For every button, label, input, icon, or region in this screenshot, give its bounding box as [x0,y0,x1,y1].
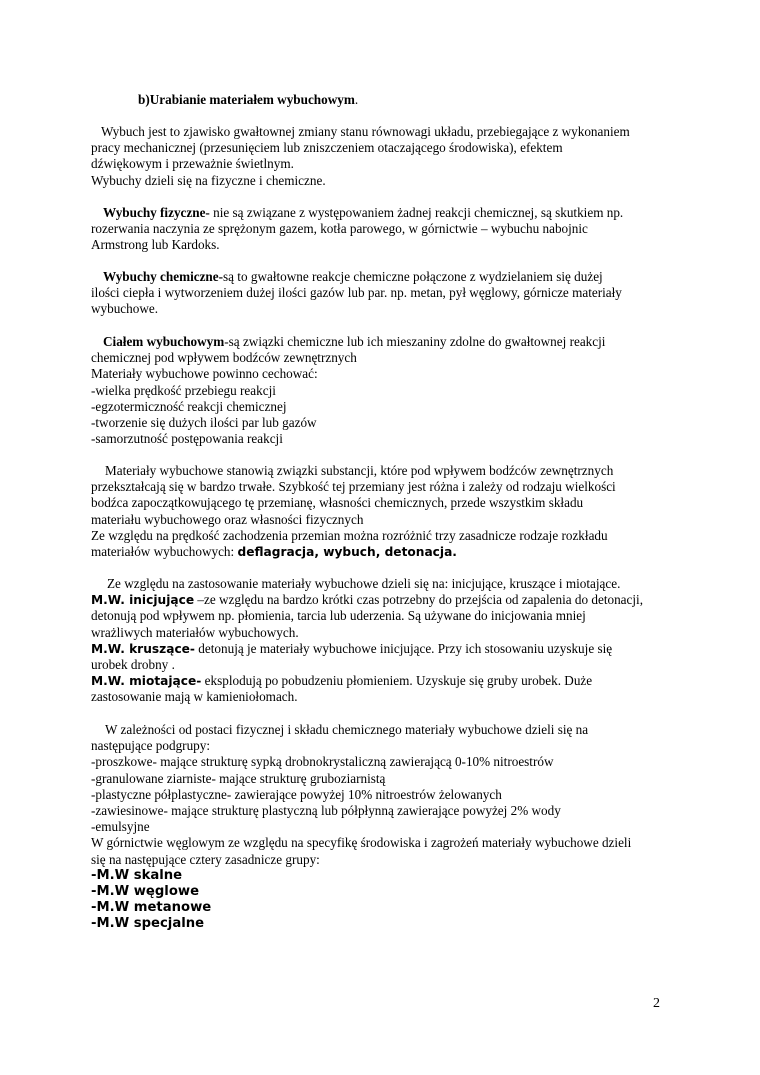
text-line [91,269,681,285]
paragraph-chemical-explosions [91,269,681,318]
text-span: nie są związane z występowaniem żadnej reakcji chemicznej, są skutkiem np. [209,205,624,220]
text-line: Materiały wybuchowe powinno cechować: [91,366,318,382]
text-span: materiałów wybuchowych: [91,544,238,560]
paragraph-explosive-body [91,334,681,447]
text-line: wybuchowe. [91,301,159,317]
text-line [91,334,681,350]
list-item: -granulowane ziarniste- mające strukturę gruboziarnistą [91,770,386,786]
text-line: przekształcają się w bardzo trwałe. Szybkość tej przemiany jest różna i zależy od rodzaju wielkości [91,479,616,495]
text-line: się na następujące cztery zasadnicze grupy: [91,851,320,867]
term-explosive-body: Ciałem wybuchowym [103,334,225,349]
text-line: dźwiękowym i przeważnie świetlnym. [91,156,294,172]
text-span: -są związki chemiczne lub ich mieszaniny zdolne do gwałtownej reakcji [224,334,606,349]
section-title-text: b)Urabianie materiałem wybuchowym [138,92,355,107]
text-span: są to gwałtowne reakcje chemiczne połączone z wydzielaniem się dużej [223,269,603,284]
paragraph-application-types [91,576,681,706]
page-number: 2 [653,996,660,1011]
paragraph-explosion-definition [91,124,681,189]
group-item: -M.W skalne [91,867,183,883]
paragraph-physical-explosions [91,205,681,254]
text-line: chemicznej pod wpływem bodźców zewnętrznych [91,350,357,366]
list-item: -plastyczne półplastyczne- zawierające powyżej 10% nitroestrów żelowanych [91,786,502,802]
text-line: urobek drobny . [91,657,175,673]
text-line: Materiały wybuchowe stanowią związki substancji, które pod wpływem bodźców zewnętrznych [105,463,614,478]
text-line: materiału wybuchowego oraz własności fizycznych [91,511,364,527]
list-item: -wielka prędkość przebiegu reakcji [91,382,276,398]
text-line [91,592,681,608]
term-propellant: M.W. miotające- [91,674,202,689]
term-chemical-explosions: Wybuchy chemiczne- [103,269,224,284]
list-item: -proszkowe- mające strukturę sypką drobnokrystaliczną zawierającą 0-10% nitroestrów [91,754,554,770]
list-item: -tworzenie się dużych ilości par lub gazów [91,415,317,431]
group-item: -M.W węglowe [91,884,200,900]
text-line: zastosowanie mają w kamieniołomach. [91,689,298,705]
group-item: -M.W specjalne [91,916,205,932]
term-physical-explosions: Wybuchy fizyczne- [103,205,210,220]
group-item: -M.W metanowe [91,900,212,916]
text-line [91,673,681,689]
text-line [91,205,681,221]
text-span: detonują je materiały wybuchowe inicjujące. Przy ich stosowaniu uzyskuje się [195,640,613,656]
paragraph-subgroups [91,722,681,933]
list-item: -emulsyjne [91,819,150,835]
text-line: Wybuchy dzieli się na fizyczne i chemiczne. [91,172,326,188]
list-item: -zawiesinowe- mające strukturę plastyczną lub półpłynną zawierające powyżej 2% wody [91,803,561,819]
text-line: W zależności od postaci fizycznej i składu chemicznego materiały wybuchowe dzieli się na [105,722,589,737]
list-item: -egzotermiczność reakcji chemicznej [91,398,287,414]
section-title [138,92,358,108]
text-line: Ze względu na zastosowanie materiały wybuchowe dzieli się na: inicjujące, kruszące i miotające. [107,576,621,591]
section-title-suffix: . [354,92,359,107]
text-line: rozerwania naczynia ze sprężonym gazem, kotła parowego, w górnictwie – wybuchu nabojnic [91,221,588,237]
term-initiating: M.W. inicjujące [91,593,195,608]
text-line [91,641,681,657]
text-line: Ze względu na prędkość zachodzenia przemian można rozróżnić trzy zasadnicze rodzaje rozkładu [91,527,608,543]
term-decomposition-types: deflagracja, wybuch, detonacja. [237,545,457,560]
text-line: wrażliwych materiałów wybuchowych. [91,624,299,640]
text-line: pracy mechanicznej (przesunięciem lub zniszczeniem otaczającego środowiska), efektem [91,140,563,156]
text-span: –ze względu na bardzo krótki czas potrzebny do przejścia od zapalenia do detonacji, [194,592,644,608]
text-line: następujące podgrupy: [91,738,211,754]
text-line: detonują pod wpływem np. płomienia, tarcia lub uderzenia. Są używane do inicjowania mniej [91,608,586,624]
paragraph-explosive-properties [91,463,681,560]
text-line: W górnictwie węglowym ze względu na specyfikę środowiska i zagrożeń materiały wybuchowe dzieli [91,835,632,851]
text-line: Armstrong lub Kardoks. [91,237,220,253]
text-line [91,544,681,560]
text-span: eksplodują po pobudzeniu płomieniem. Uzyskuje się gruby urobek. Duże [201,673,593,689]
term-crushing: M.W. kruszące- [91,641,195,656]
text-line: ilości ciepła i wytworzeniem dużej ilości gazów lub par. np. metan, pył węglowy, górnicze materiały [91,285,622,301]
list-item: -samorzutność postępowania reakcji [91,431,283,447]
text-line: Wybuch jest to zjawisko gwałtownej zmiany stanu równowagi układu, przebiegające z wykonaniem [101,124,630,139]
text-line: bodźca zapoczątkowującego tę przemianę, własności chemicznych, przede wszystkim składu [91,495,584,511]
